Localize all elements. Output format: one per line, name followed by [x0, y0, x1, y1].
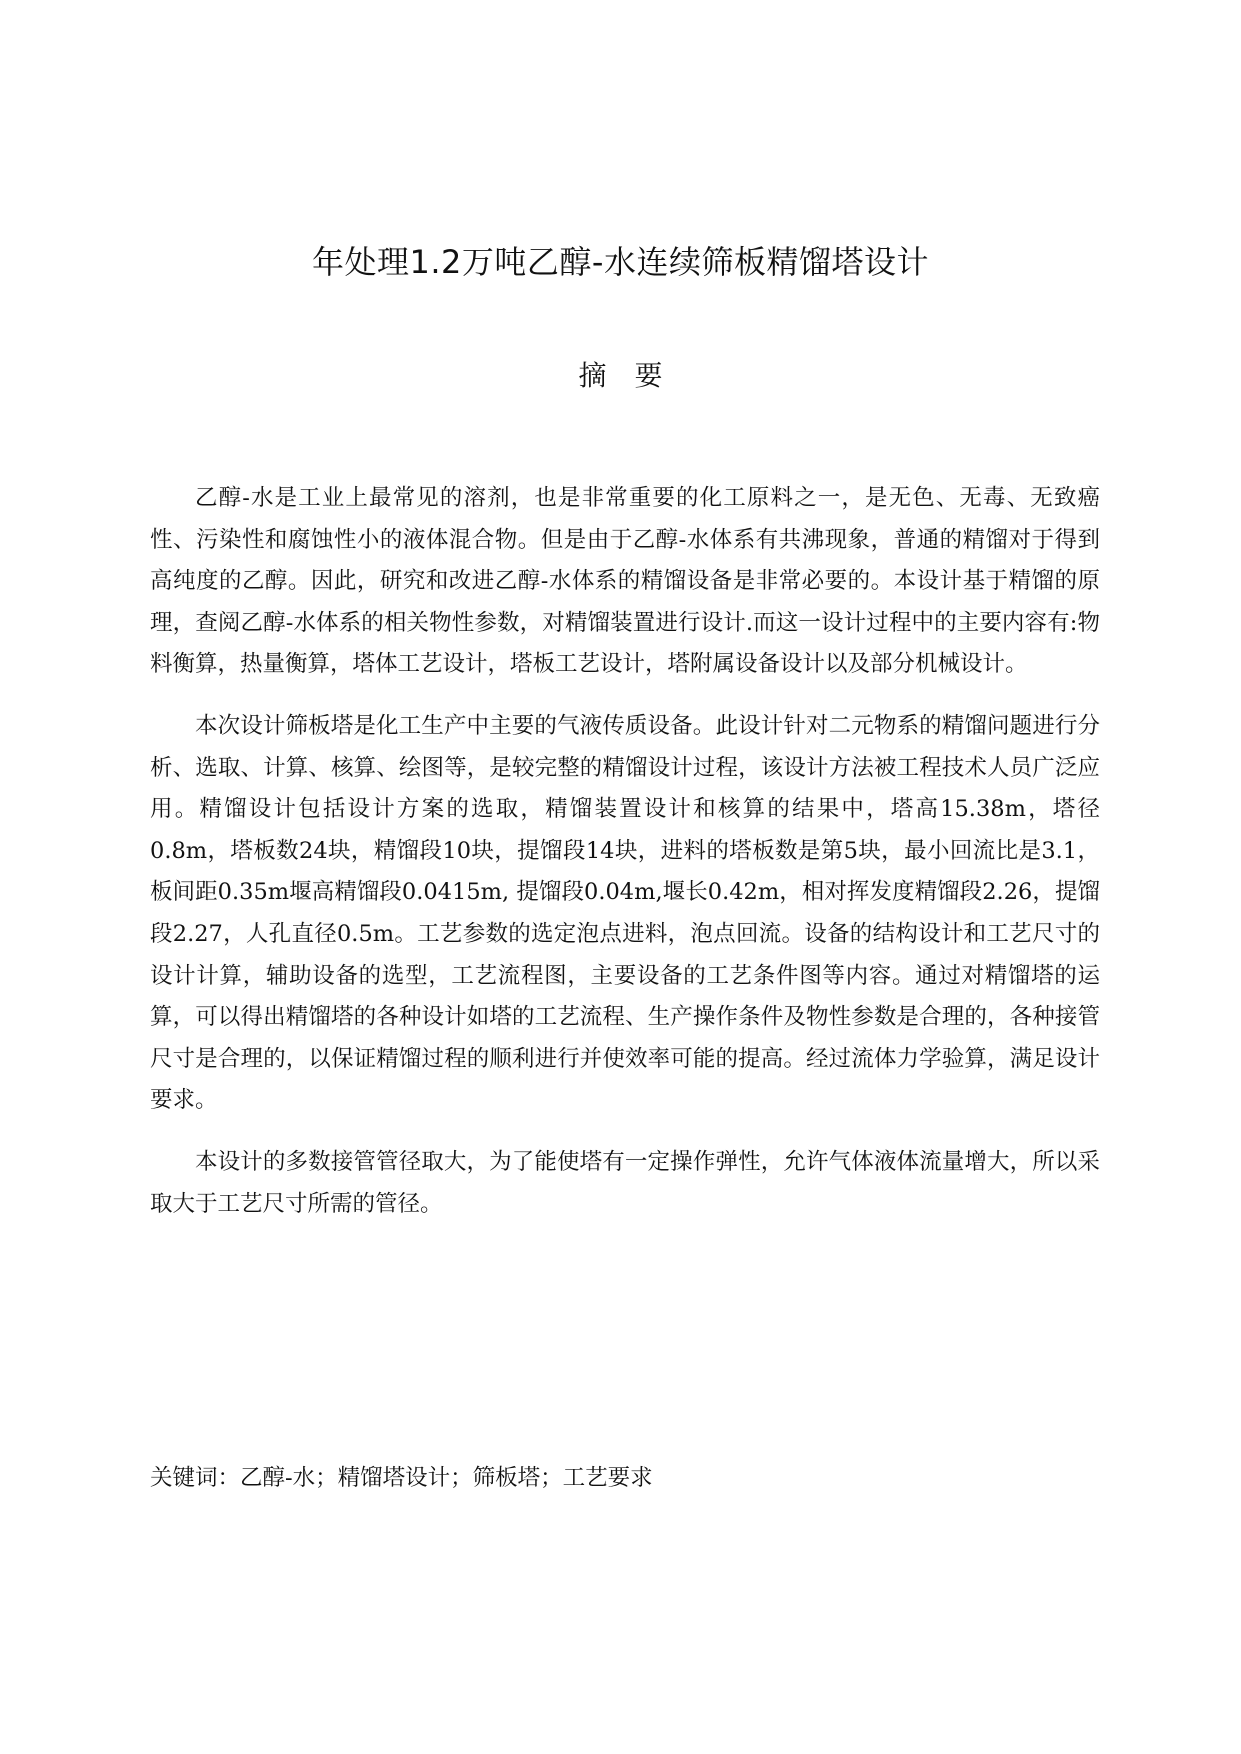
abstract-paragraph-3: 本设计的多数接管管径取大，为了能使塔有一定操作弹性，允许气体液体流量增大，所以采取大于工艺尺寸所需的管径。 [150, 1148, 1100, 1217]
abstract-heading [0, 356, 1241, 396]
abstract-heading-char-2: 要 [634, 359, 663, 392]
abstract-paragraph-1: 乙醇-水是工业上最常见的溶剂，也是非常重要的化工原料之一，是无色、无毒、无致癌性、污染性和腐蚀性小的液体混合物。但是由于乙醇-水体系有共沸现象，普通的精馏对于得到高纯度的乙醇。因此，研究和改进乙醇-水体系的精馏设备是非常必要的。本设计基于精馏的原理，查阅乙醇-水体系的相关物性参数，对精馏装置进行设计.而这一设计过程中的主要内容有:物料衡算，热量衡算，塔体工艺设计，塔板工艺设计，塔附属设备设计以及部分机械设计。 [150, 485, 1100, 678]
keywords-line: 关键词：乙醇-水；精馏塔设计；筛板塔；工艺要求 [150, 1465, 653, 1491]
abstract-heading-char-1: 摘 [578, 359, 607, 392]
document-title: 年处理1.2万吨乙醇-水连续筛板精馏塔设计 [312, 243, 929, 281]
abstract-body [150, 478, 1100, 1245]
abstract-paragraph-2: 本次设计筛板塔是化工生产中主要的气液传质设备。此设计针对二元物系的精馏问题进行分析、选取、计算、核算、绘图等，是较完整的精馏设计过程，该设计方法被工程技术人员广泛应用。精馏设计包括设计方案的选取，精馏装置设计和核算的结果中，塔高15.38m，塔径0.8m，塔板数24块，精馏段10块，提馏段14块，进料的塔板数是第5块，最小回流比是3.1，板间距0.35m堰高精馏段0.0415m, 提馏段0.04m,堰长0.42m，相对挥发度精馏段2.26，提馏段2.27，人孔直径0.5m。工艺参数的选定泡点进料，泡点回流。设备的结构设计和工艺尺寸的设计计算，辅助设备的选型，工艺流程图，主要设备的工艺条件图等内容。通过对精馏塔的运算，可以得出精馏塔的各种设计如塔的工艺流程、生产操作条件及物性参数是合理的，各种接管尺寸是合理的，以保证精馏过程的顺利进行并使效率可能的提高。经过流体力学验算，满足设计要求。 [150, 712, 1100, 1114]
